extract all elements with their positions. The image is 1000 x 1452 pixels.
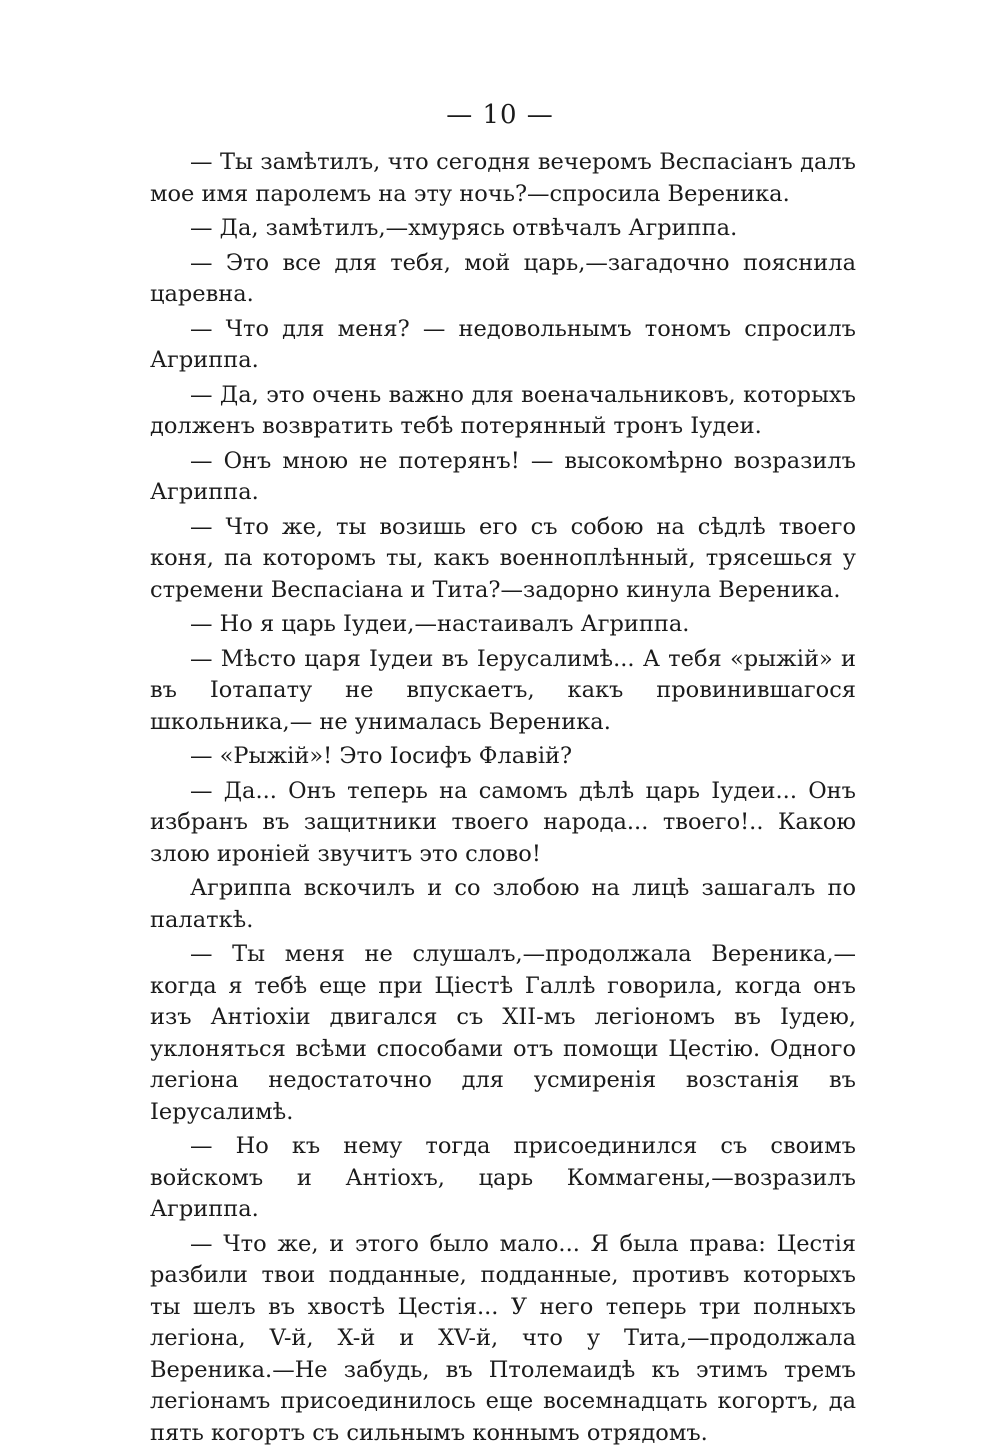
paragraph: — Но къ нему тогда присоединился съ своимъ войскомъ и Антіохъ, царь Коммагены,—возразилъ Агриппа. <box>150 1133 856 1222</box>
paragraph: — Что для меня? — недовольнымъ тономъ спросилъ Агриппа. <box>150 315 856 373</box>
paragraph: — Но я царь Іудеи,—настаивалъ Агриппа. <box>190 611 690 637</box>
paragraph: — Онъ мною не потерянъ! — высокомѣрно возразилъ Агриппа. <box>150 447 856 505</box>
paragraph: — Мѣсто царя Іудеи въ Іерусалимѣ... А тебя «рыжій» и въ Іотапату не впускаетъ, какъ провинившагося школьника,— не унималась Вереника. <box>150 645 856 735</box>
paragraph: — Да, это очень важно для военачальниковъ, которыхъ долженъ возвратить тебѣ потерянный тронъ Іудеи. <box>150 381 856 439</box>
main-text <box>150 147 856 1452</box>
paragraph: — Это все для тебя, мой царь,—загадочно пояснила царевна. <box>150 249 856 307</box>
page-number: — 10 — <box>446 100 554 130</box>
paragraph: — «Рыжій»! Это Іосифъ Флавій? <box>190 743 573 769</box>
paragraph: — Что же, ты возишь его съ собою на сѣдлѣ твоего коня, па которомъ ты, какъ военноплѣнный, трясешься у стремени Веспасіана и Тита?—задорно кинула Вереника. <box>150 513 856 603</box>
paragraph: — Что же, и этого было мало... Я была права: Цестія разбили твои подданные, подданные, противъ которыхъ ты шелъ въ хвостѣ Цестія... У него теперь три полныхъ легіона, V-й, X-й и XV-й, что у Тита,—продолжала Вереника.—Не забудь, въ Птолемаидѣ къ этимъ тремъ легіонамъ присоединилось еще восемнадцать когортъ, да пять когортъ съ сильнымъ коннымъ отрядомъ. <box>150 1230 856 1446</box>
paragraph: — Ты замѣтилъ, что сегодня вечеромъ Веспасіанъ далъ мое имя паролемъ на эту ночь?—спросила Вереника. <box>150 149 856 207</box>
paragraph: — Да... Онъ теперь на самомъ дѣлѣ царь Іудеи... Онъ избранъ въ защитники твоего народа... твоего!.. Какою злою ироніей звучитъ это слово! <box>150 777 856 867</box>
paragraph: — Ты меня не слушалъ,—продолжала Вереника,—когда я тебѣ еще при Цiестѣ Галлѣ говорила, когда онъ изъ Антіохіи двигался съ XII-мъ легіономъ въ Іудею, уклоняться всѣми способами отъ помощи Цестію. Одного легіона недостаточно для усмиренія возстанія въ Іерусалимѣ. <box>150 941 856 1125</box>
paragraph: Агриппа вскочилъ и со злобою на лицѣ зашагалъ по палаткѣ. <box>150 875 856 933</box>
paragraph: — Да, замѣтилъ,—хмурясь отвѣчалъ Агриппа. <box>190 215 738 241</box>
